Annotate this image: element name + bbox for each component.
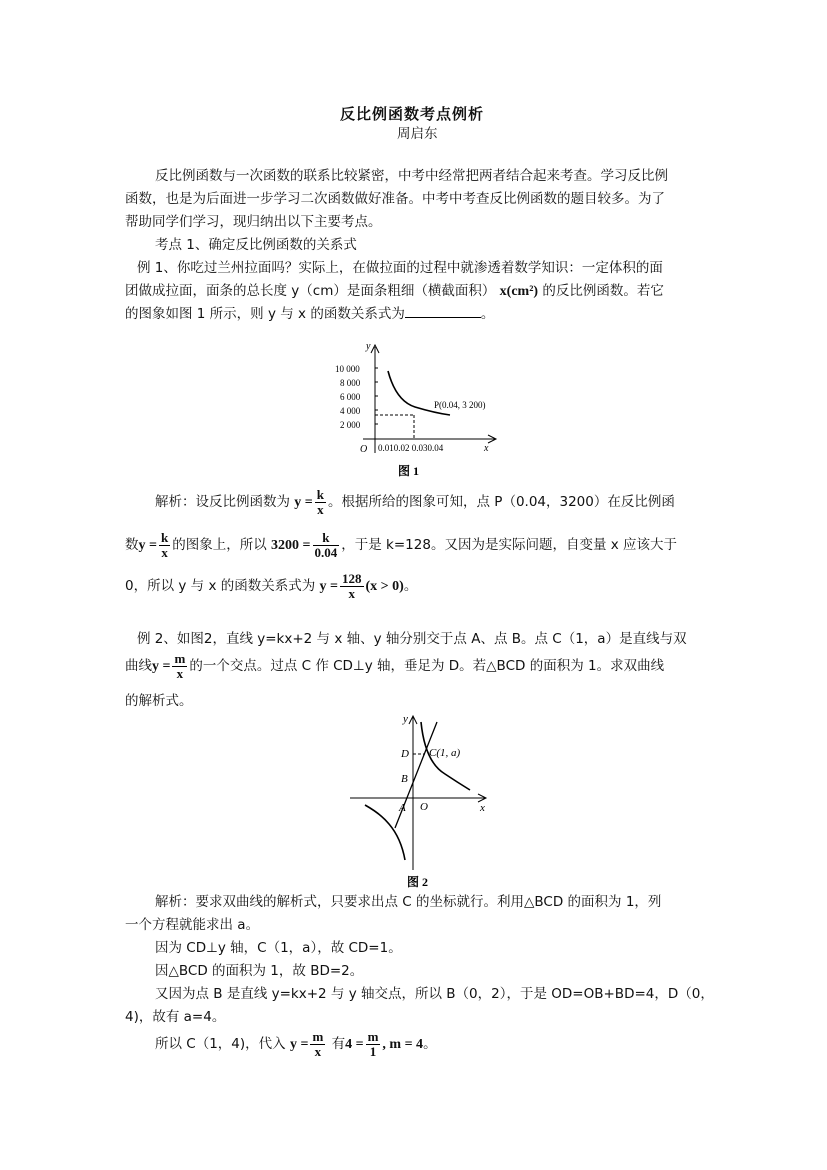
intro-line-1: 反比例函数与一次函数的联系比较紧密，中考中经常把两者结合起来考查。学习反比例 [155,168,668,184]
example2-line-1: 例 2、如图2，直线 y=kx+2 与 x 轴、y 轴分别交于点 A、点 B。点 C（1，a）是直线与双 [137,631,687,647]
solution2-line-3: 因为 CD⊥y 轴，C（1，a），故 CD=1。 [155,940,402,956]
sol1-condition: (x > 0) [365,579,404,594]
figure-1 [330,335,510,480]
fraction-m-over-1 [366,1030,381,1059]
fraction-m-over-x [310,1030,325,1059]
sol2-y: y = [289,1037,309,1052]
denominator: x [161,544,168,560]
fraction-k-over-004 [313,531,340,560]
fig2-point-b: B [401,773,408,785]
fig2-point-d: D [401,748,409,760]
example1-text-b: 的反比例函数。若它 [542,283,664,299]
fraction-128-over-x [340,572,364,601]
solution2-line-1: 解析：要求双曲线的解析式，只要求出点 C 的坐标就行。利用△BCD 的面积为 1，列 [155,894,662,910]
denominator: 1 [369,1043,377,1059]
sol1-y: y = [319,579,339,594]
sol1-text-c: 数 [125,537,139,553]
author: 周启东 [397,126,438,142]
sol1-eq: 3200 = [271,538,311,553]
solution2-line-7 [155,1026,437,1063]
sol1-text-a: 解析：设反比例函数为 [155,494,290,510]
solution1-line-3 [125,568,417,605]
fraction-k-over-x [159,531,170,560]
example1-line-1: 例 1、你吃过兰州拉面吗？实际上，在做拉面的过程中就渗透着数学知识：一定体积的面 [137,260,663,276]
fig1-ytick: 8 000 [340,378,361,388]
numerator: k [316,486,325,502]
example1-text-d: 。 [480,306,495,322]
example2-line-2 [125,648,664,685]
sol1-text-g: 。 [403,578,418,594]
denominator: x [348,585,356,601]
numerator: k [313,531,340,546]
example2-line-3: 的解析式。 [125,693,193,709]
sol1-text-b: 。根据所给的图象可知，点 P（0.04，3200）在反比例函 [328,494,675,510]
sol1-y: y = [138,538,157,553]
fig2-point-c: C(1, a) [429,747,461,759]
fig1-ytick: 6 000 [340,392,361,402]
ex2-text-a: 曲线 [125,658,152,674]
sol1-y: y = [294,495,313,510]
fig2-x-label: x [480,802,485,814]
solution2-line-4: 因△BCD 的面积为 1，故 BD=2。 [155,963,364,979]
page-title: 反比例函数考点例析 [340,105,485,123]
ex2-y: y = [152,659,171,674]
sol1-text-d: 的图象上，所以 [172,537,267,553]
denominator: 0.04 [314,544,338,560]
fig1-ytick: 10 000 [335,364,360,374]
answer-blank [405,305,481,318]
sol2-four: 4 = [345,1037,364,1052]
fig1-caption: 图 1 [398,464,420,478]
fig1-origin: O [360,444,368,455]
denominator: x [317,501,324,517]
example1-line-3 [125,305,494,323]
example1-unit: x(cm²) [499,284,539,299]
sol1-text-f: 0，所以 y 与 x 的函数关系式为 [125,578,316,594]
sol2-text-b: 有 [331,1036,346,1052]
fig1-ytick: 2 000 [340,420,361,430]
solution2-line-2: 一个方程就能求出 a。 [125,917,260,933]
sol2-text-a: 所以 C（1，4)，代入 [155,1036,286,1052]
fig2-y-label: y [403,713,408,725]
denominator: x [314,1043,322,1059]
solution1-line-2 [125,527,677,564]
numerator: m [174,650,186,666]
example1-line-2 [125,282,664,301]
solution2-line-5: 又因为点 B 是直线 y=kx+2 与 y 轴交点，所以 B（0，2），于是 OD=OB+BD=4，D（0， [155,986,714,1002]
numerator: k [160,529,169,545]
numerator: 128 [342,570,362,586]
fig2-caption: 图 2 [407,875,429,889]
sol1-text-e: ，于是 k=128。又因为是实际问题，自变量 x 应该大于 [341,537,678,553]
fig1-xticks: 0.010.02 0.030.04 [378,443,444,453]
fig1-x-label: x [484,443,489,454]
example1-text-a: 团做成拉面，面条的总长度 y（cm）是面条粗细（横截面积） [125,283,496,299]
fig2-origin: O [420,801,428,813]
fig1-y-label: y [366,341,371,352]
numerator: m [312,1028,324,1044]
denominator: x [176,665,184,681]
ex2-text-b: 的一个交点。过点 C 作 CD⊥y 轴，垂足为 D。若△BCD 的面积为 1。求双曲线 [189,658,665,674]
figure-2 [345,710,495,890]
example1-text-c: 的图象如图 1 所示，则 y 与 x 的函数关系式为 [125,306,405,322]
sol2-text-d: 。 [423,1036,437,1052]
intro-line-2: 函数，也是为后面进一步学习二次函数做好准备。中考中考查反比例函数的题目较多。为了 [125,191,665,207]
fraction-m-over-x [172,652,187,681]
fraction-k-over-x [315,488,326,517]
section-heading-point1: 考点 1、确定反比例函数的关系式 [155,237,357,253]
solution2-line-6: 4)，故有 a=4。 [125,1009,226,1025]
numerator: m [367,1028,379,1044]
sol2-result: , m = 4 [382,1037,424,1052]
fig1-point-label: P(0.04, 3 200) [434,400,486,410]
fig1-ytick: 4 000 [340,406,361,416]
intro-line-3: 帮助同学们学习，现归纳出以下主要考点。 [125,214,382,230]
solution1-line-1 [155,484,675,521]
fig2-point-a: A [399,802,406,814]
